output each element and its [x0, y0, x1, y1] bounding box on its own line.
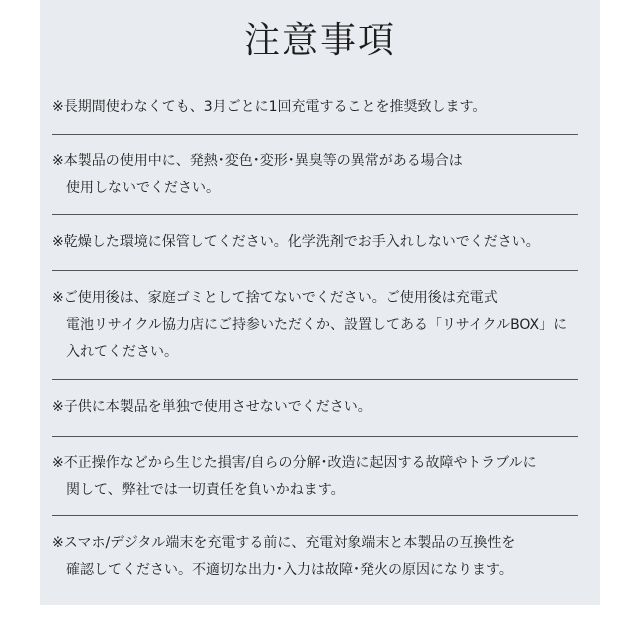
divider [52, 270, 578, 271]
notice-item [52, 450, 592, 504]
notice-item [52, 148, 592, 202]
notice-item [52, 285, 592, 366]
notice-line: ※子供に本製品を単独で使用させないでください。 [52, 399, 372, 415]
page-title: 注意事項 [243, 20, 396, 61]
notice-line: ※乾燥した環境に保管してください。化学洗剤でお手入れしないでください。 [52, 234, 540, 250]
divider [52, 515, 578, 516]
notice-item [52, 530, 592, 584]
notice-line: 電池リサイクル協力店にご持参いただくか、設置してある「リサイクルBOX」に [66, 317, 568, 333]
notice-line: ※不正操作などから生じた損害/自らの分解･改造に起因する故障やトラブルに [52, 455, 537, 471]
notice-item [52, 394, 592, 421]
divider [52, 134, 578, 135]
notice-line: 関して、弊社では一切責任を負いかねます。 [66, 482, 345, 498]
divider [52, 436, 578, 437]
notice-item [52, 229, 592, 256]
notice-line: 入れてください。 [66, 344, 178, 360]
notice-line: ※スマホ/デジタル端末を充電する前に、充電対象端末と本製品の互換性を [52, 535, 516, 551]
notice-line: 使用しないでください。 [66, 180, 220, 196]
notice-line: ※長期間使わなくても、3月ごとに1回充電することを推奨致します。 [52, 99, 487, 115]
notice-line: ※ご使用後は、家庭ゴミとして捨てないでください。ご使用後は充電式 [52, 290, 498, 306]
notice-line: 確認してください。不適切な出力･入力は故障･発火の原因になります。 [66, 562, 513, 578]
notice-panel [40, 0, 600, 605]
divider [52, 379, 578, 380]
notice-line: ※本製品の使用中に、発熱･変色･変形･異臭等の異常がある場合は [52, 153, 463, 169]
divider [52, 214, 578, 215]
notice-item [52, 94, 592, 121]
